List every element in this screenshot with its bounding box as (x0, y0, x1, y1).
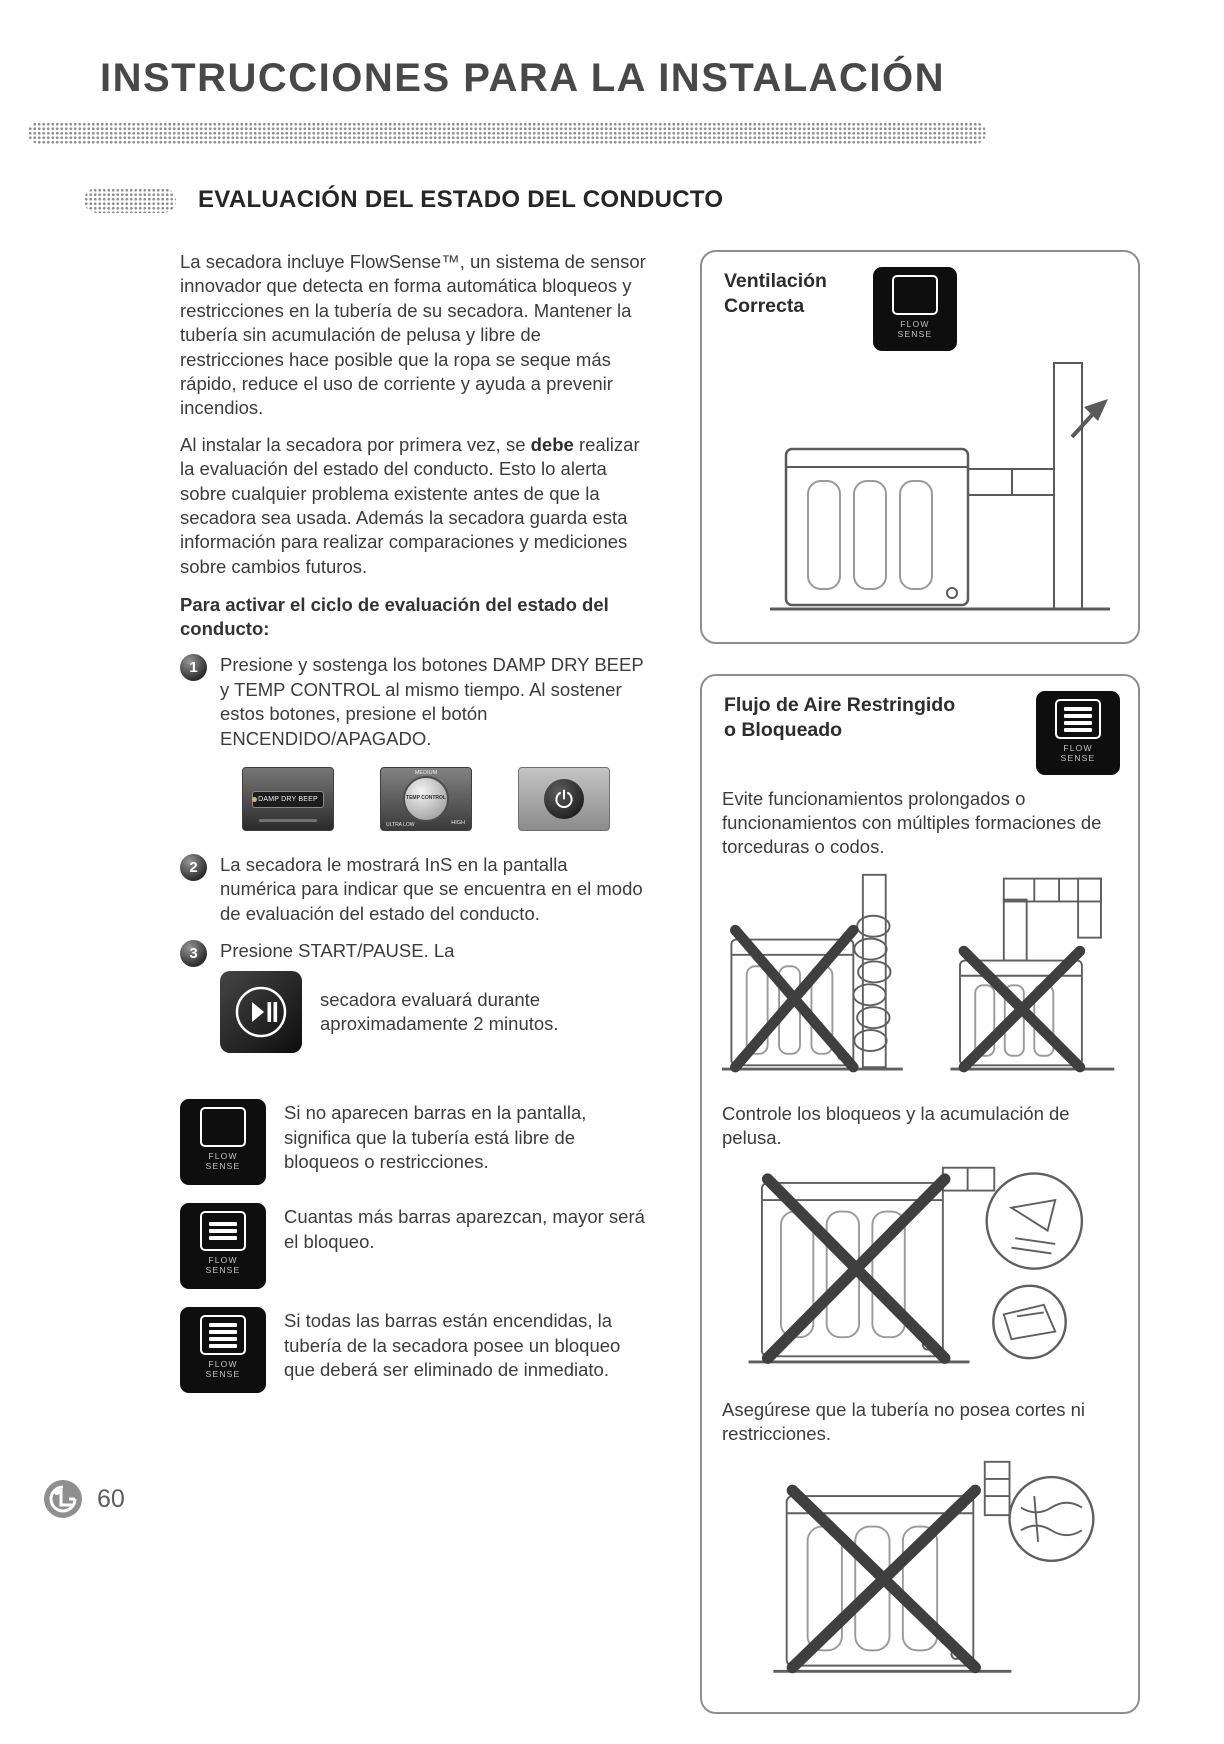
content-columns (180, 250, 1180, 1744)
knob-dial (403, 776, 449, 822)
play-pause-icon (232, 983, 290, 1041)
display-bar (209, 1330, 237, 1334)
left-column (180, 250, 648, 1411)
step-3-badge: 3 (180, 940, 207, 967)
activate-heading: Para activar el ciclo de evaluación del estado del conducto: (180, 594, 609, 640)
flow-sense-indicator-list (180, 1099, 648, 1393)
flow-sense-icon-partial (180, 1203, 266, 1289)
display-bar (1064, 707, 1092, 711)
flow-sense-icon-full (180, 1307, 266, 1393)
flow-sense-icon-empty (873, 267, 957, 351)
step-1-text: Presione y sostenga los botones DAMP DRY BEEP y TEMP CONTROL al mismo tiempo. Al sostener estos botones, presione el botón ENCENDIDO/APAGADO. (220, 654, 644, 749)
step-2-badge: 2 (180, 854, 207, 881)
ventilation-correct-box (700, 250, 1140, 644)
flow-sense-display (892, 275, 938, 315)
knob-high-label: HIGH (451, 820, 465, 826)
step-2 (180, 853, 648, 926)
damp-dry-beep-button-image (242, 767, 334, 831)
step-3-text-line1: Presione START/PAUSE. La (220, 940, 455, 962)
display-bar (1064, 728, 1092, 732)
restricted-paragraph-3: Asegúrese que la tubería no posea cortes ni restricciones. (722, 1399, 1086, 1445)
flow-sense-icon-full (1036, 691, 1120, 775)
step-3-media-row (220, 971, 648, 1053)
right-column (700, 250, 1140, 1744)
intro-paragraph-1: La secadora incluye FlowSense™, un sistema de sensor innovador que detecta en forma automática bloqueos y restricciones en la tubería de su secadora. Mantener la tubería sin acumulación de pelusa y libre de restricciones hace posible que la ropa se seque más rápido, reduce el uso de corriente y ayuda a prevenir incendios. (180, 251, 646, 419)
knob-medium-label: MEDIUM (414, 770, 438, 776)
box1-title: Ventilación Correcta (724, 270, 827, 318)
start-pause-button-image (220, 971, 302, 1053)
display-bar (209, 1222, 237, 1226)
section-bullet (84, 188, 176, 213)
flow-label: FLOW (208, 1151, 238, 1162)
sense-label: SENSE (897, 329, 933, 340)
lg-logo (42, 1478, 84, 1520)
indicator-led (252, 797, 257, 802)
indicator-item-some-bars (180, 1203, 648, 1289)
page-title: INSTRUCCIONES PARA LA INSTALACIÓN (100, 56, 946, 100)
fine-print-line (259, 819, 317, 822)
correct-vent-illustration (720, 357, 1120, 622)
temp-control-knob-image (380, 767, 472, 831)
restricted-paragraph-1: Evite funcionamientos prolongados o funcionamientos con múltiples formaciones de torceduras o codos. (722, 788, 1102, 858)
page-number: 60 (97, 1484, 125, 1513)
display-bar (209, 1344, 237, 1348)
flow-sense-icon-empty (180, 1099, 266, 1185)
indicator-text-2: Cuantas más barras aparezcan, mayor será el bloqueo. (284, 1206, 645, 1252)
intro-p2-post: realizar la evaluación del estado del conducto. Esto lo alerta sobre cualquier problema existente antes de que la secadora sea usada. Además la secadora guarda esta información para realizar comparaciones y mediciones sobre cambios futuros. (180, 433, 640, 577)
power-button-image (518, 767, 610, 831)
flow-sense-display (200, 1107, 246, 1147)
flow-label: FLOW (208, 1255, 238, 1266)
step-1 (180, 653, 648, 751)
display-bar (209, 1236, 237, 1240)
flow-label: FLOW (900, 319, 930, 329)
indicator-text-1: Si no aparecen barras en la pantalla, significa que la tubería está libre de bloqueos o restricciones. (284, 1102, 587, 1173)
sense-label: SENSE (205, 1265, 241, 1276)
flow-label: FLOW (208, 1359, 238, 1370)
intro-p2-pre: Al instalar la secadora por primera vez, se (180, 433, 531, 455)
restricted-airflow-box (700, 674, 1140, 1714)
intro-p2-bold: debe (530, 433, 574, 455)
restricted-paragraph-2: Controle los bloqueos y la acumulación de pelusa. (722, 1103, 1070, 1149)
display-bar (1064, 714, 1092, 718)
page-footer (42, 1478, 125, 1520)
flow-label: FLOW (1063, 743, 1093, 753)
flow-sense-display (200, 1211, 246, 1251)
indicator-item-all-bars (180, 1307, 648, 1393)
restricted-vent-illustration (720, 871, 1120, 1090)
section-heading (84, 186, 723, 214)
intro-paragraph-2 (180, 433, 648, 579)
knob-ultra-low-label: ULTRA LOW (386, 821, 415, 828)
lint-blockage-illustration (720, 1162, 1120, 1386)
step-1-badge: 1 (180, 654, 207, 681)
step-2-text: La secadora le mostrará InS en la pantalla numérica para indicar que se encuentra en el modo de evaluación del estado del conducto. (220, 854, 643, 924)
step-3-text-rest: secadora evaluará durante aproximadamente 2 minutos. (320, 988, 559, 1035)
indicator-item-no-bars (180, 1099, 648, 1185)
step-3 (180, 939, 648, 967)
display-bar (209, 1229, 237, 1233)
display-bar (1064, 721, 1092, 725)
sense-label: SENSE (205, 1161, 241, 1172)
power-icon (544, 779, 584, 819)
indicator-text-3: Si todas las barras están encendidas, la tubería de la secadora posee un bloqueo que deberá ser eliminado de inmediato. (284, 1310, 621, 1381)
sense-label: SENSE (1060, 753, 1096, 764)
flow-sense-display (1055, 699, 1101, 739)
display-bar (209, 1323, 237, 1327)
halftone-divider (28, 122, 986, 144)
section-title: EVALUACIÓN DEL ESTADO DEL CONDUCTO (198, 186, 724, 213)
panel-buttons-row (242, 767, 648, 831)
damp-dry-beep-label: DAMP DRY BEEP (252, 791, 324, 808)
cut-duct-illustration (720, 1458, 1120, 1691)
knob-temp-control-label: TEMP CONTROL (406, 795, 446, 802)
display-bar (209, 1337, 237, 1341)
flow-sense-display (200, 1315, 246, 1355)
box2-title: Flujo de Aire Restringido o Bloqueado (724, 694, 956, 742)
sense-label: SENSE (205, 1369, 241, 1380)
